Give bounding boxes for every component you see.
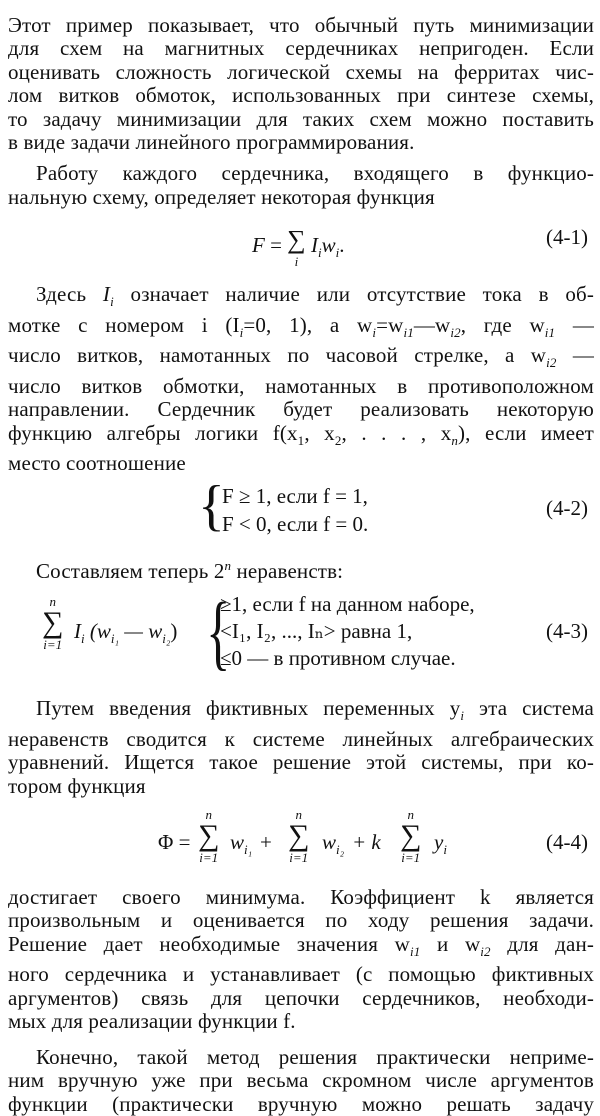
case-line: F ≥ 1, если f = 1, bbox=[222, 483, 368, 508]
text-line: тором функция bbox=[8, 773, 146, 798]
text-line: число витков, намотанных по часовой стрелке, а $w_{i2}$ — bbox=[8, 343, 594, 371]
text-line: мотке с номером i ($I_i=0$, 1), а $w_i=w_{i1}—w_{i2}$, где $w_{i1}$ — bbox=[8, 312, 594, 341]
brace: { bbox=[206, 586, 231, 680]
text-line: оценивать сложность логической схемы на ферритах чис- bbox=[8, 59, 594, 84]
text-line: Составляем теперь 2$^n$ неравенств: bbox=[36, 557, 344, 583]
text-line: число витков обмотки, намотанных в противоположном bbox=[8, 374, 594, 399]
eq-term: $y_i$ bbox=[434, 830, 447, 858]
text-line: неравенств сводится к системе линейных алгебраических bbox=[8, 726, 594, 751]
text-line: Этот пример показывает, что обычный путь минимизации bbox=[8, 13, 594, 37]
text-line: лом витков обмоток, использованных при синтезе схемы, bbox=[8, 83, 594, 108]
text-line: в виде задачи линейного программирования. bbox=[8, 130, 415, 155]
paragraph-5 bbox=[8, 697, 594, 798]
brace: { bbox=[198, 474, 225, 537]
text-line: нальную схему, определяет некоторая функция bbox=[8, 184, 435, 209]
sum-symbol: ∑ i bbox=[287, 225, 306, 270]
eq-op: + k bbox=[352, 830, 381, 855]
text-line: достигает своего минимума. Коэффициент k является bbox=[8, 885, 594, 910]
paragraph-7 bbox=[8, 1046, 594, 1116]
paragraph-4 bbox=[8, 554, 594, 583]
paragraph-3 bbox=[8, 283, 594, 476]
eq-term: $w_{i_2}$ bbox=[322, 830, 345, 858]
sum-symbol: n ∑ i=1 bbox=[42, 594, 64, 653]
text-line: ного сердечника и устанавливает (с помощью фиктивных bbox=[8, 962, 594, 987]
text-line: Путем введения фиктивных переменных $y_i$ эта система bbox=[36, 696, 595, 724]
equation-4-3 bbox=[8, 586, 594, 685]
text-line: Решение дает необходимые значения $w_{i1}$ и $w_{i2}$ для дан- bbox=[8, 931, 594, 960]
text-line: ним вручную уже при весьма скромном числе аргументов bbox=[8, 1068, 594, 1093]
eq-lhs: F bbox=[252, 233, 265, 258]
case-line: <I₁, I₂, ..., Iₙ> равна 1, bbox=[220, 619, 413, 644]
text-line: место соотношение bbox=[8, 451, 186, 476]
case-line: F < 0, если f = 0. bbox=[222, 511, 369, 536]
equation-number: (4-1) bbox=[546, 225, 588, 250]
equation-4-2 bbox=[8, 474, 594, 540]
eq-body: $I_i$ ($w_{i_1}$ — $w_{i_2}$) bbox=[74, 619, 178, 647]
eq-term: $w_{i_1}$ bbox=[230, 830, 253, 858]
text-line: направлении. Сердечник будет реализовать некоторую bbox=[8, 397, 594, 422]
text-line: то задачу минимизации для таких схем можно поставить bbox=[8, 106, 594, 131]
text-line: аргументов) связь для цепочки сердечников, необходи- bbox=[8, 985, 594, 1010]
sum-symbol: n ∑ i=1 bbox=[198, 807, 220, 866]
eq-op: + bbox=[260, 830, 272, 855]
text-line: Здесь $I_i$ означает наличие или отсутствие тока в об- bbox=[36, 282, 594, 310]
equation-number: (4-2) bbox=[546, 495, 588, 520]
equation-4-4 bbox=[8, 802, 594, 884]
text-line: мых для реализации функции f. bbox=[8, 1009, 296, 1034]
paragraph-6 bbox=[8, 886, 594, 1034]
sum-symbol: n ∑ i=1 bbox=[288, 807, 310, 866]
equation-number: (4-4) bbox=[546, 830, 588, 855]
case-line: ≥1, если f на данном наборе, bbox=[220, 592, 475, 617]
text-line: Конечно, такой метод решения практически неприме- bbox=[36, 1044, 594, 1069]
text-line: для схем на магнитных сердечниках непригоден. Если bbox=[8, 36, 594, 61]
case-line: ≤0 — в противном случае. bbox=[220, 646, 456, 671]
paragraph-2 bbox=[8, 162, 594, 209]
eq-lhs: Φ = bbox=[158, 830, 191, 855]
paragraph-1 bbox=[8, 0, 594, 154]
equation-number: (4-3) bbox=[546, 619, 588, 644]
text-line: функцию алгебры логики $f(x_1$, $x_2$, . . . , $x_n$), если имеет bbox=[8, 420, 595, 449]
equation-4-1: F = ∑ i $I_iw_i$. (4-1) bbox=[252, 225, 588, 270]
eq-var: I bbox=[310, 233, 318, 258]
text-line: уравнений. Ищется такое решение этой системы, при ко- bbox=[8, 750, 594, 775]
text-line: произвольным и оценивается по ходу решения задачи. bbox=[8, 908, 594, 933]
sum-symbol: n ∑ i=1 bbox=[400, 807, 422, 866]
eq-sign: = bbox=[270, 233, 282, 258]
text-line: Работу каждого сердечника, входящего в функцио- bbox=[36, 161, 594, 186]
text-line: функции (практически вручную можно решать задачу bbox=[8, 1091, 594, 1116]
